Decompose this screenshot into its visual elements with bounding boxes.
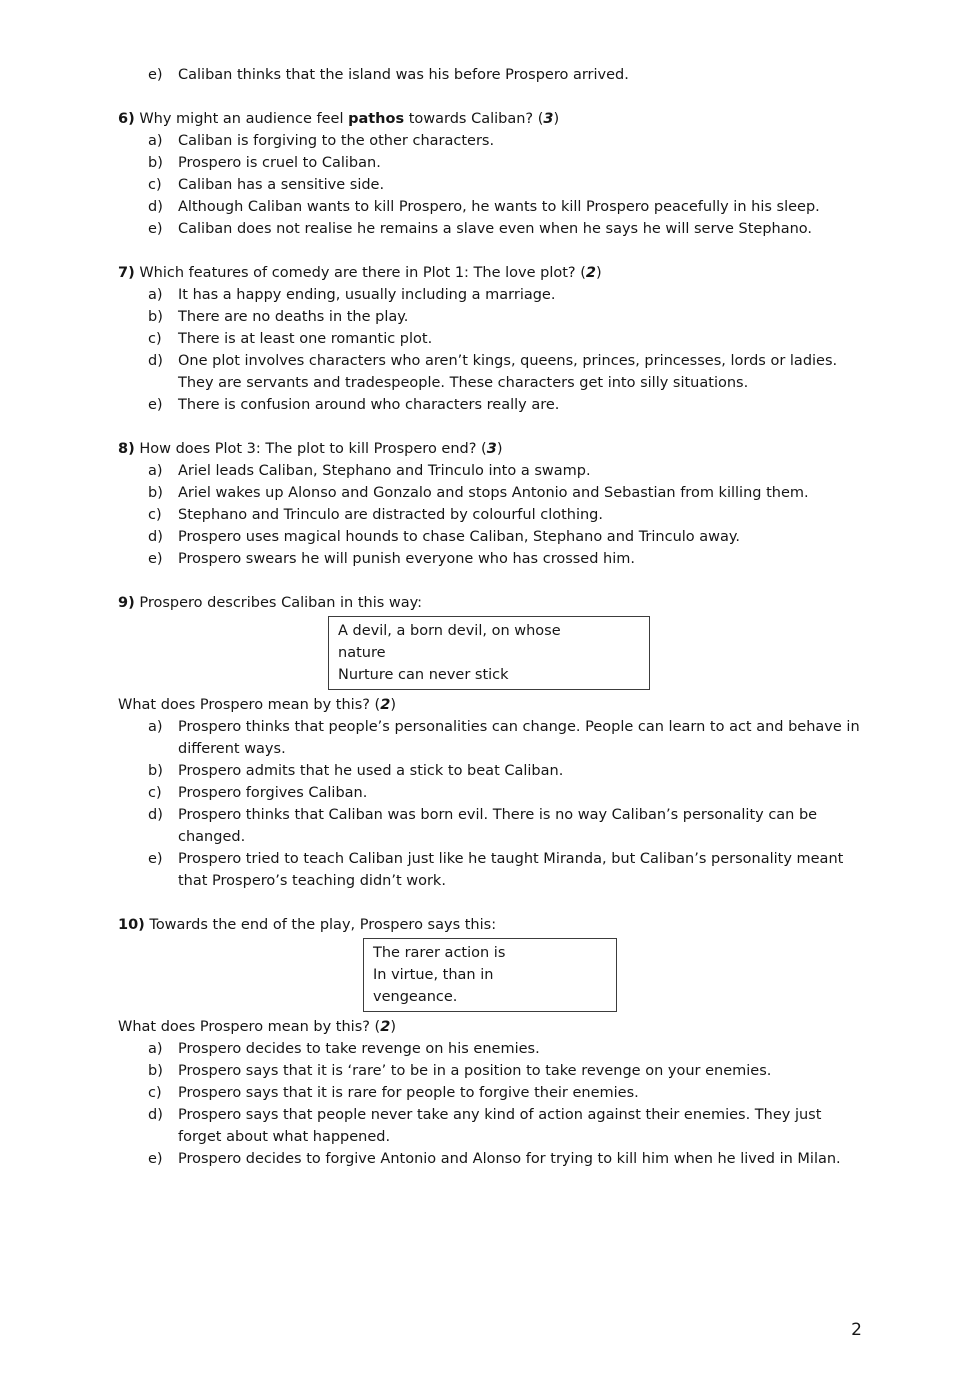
option-text: Caliban has a sensitive side. [178, 177, 385, 193]
option-text: Prospero uses magical hounds to chase Caliban, Stephano and Trinculo away. [178, 529, 741, 545]
option-text: Caliban is forgiving to the other characters. [178, 133, 495, 149]
option-row [148, 760, 863, 782]
option-letter: d) [148, 1107, 163, 1123]
question-text-segment: towards Caliban? ( [404, 111, 544, 127]
option-text: Caliban thinks that the island was his before Prospero arrived. [178, 67, 629, 83]
option-text: There are no deaths in the play. [178, 309, 409, 325]
option-row [148, 152, 863, 174]
option-letter: a) [148, 133, 163, 149]
subquestion-text-segment: What does Prospero mean by this? ( [118, 697, 381, 713]
option-text: Prospero says that it is rare for people to forgive their enemies. [178, 1085, 639, 1101]
question-title [118, 438, 863, 460]
option-letter: a) [148, 1041, 163, 1057]
option-text: Although Caliban wants to kill Prospero, he wants to kill Prospero peacefully in his sleep. [178, 199, 820, 215]
option-row [148, 482, 863, 504]
option-text: Ariel leads Caliban, Stephano and Trinculo into a swamp. [178, 463, 591, 479]
question-text-segment: pathos [348, 111, 405, 127]
option-row [148, 1038, 863, 1060]
option-row [148, 130, 863, 152]
option-row [148, 196, 863, 218]
question-text-segment: 3 [486, 441, 497, 457]
option-text: Prospero decides to forgive Antonio and Alonso for trying to kill him when he lived in Milan. [178, 1151, 841, 1167]
options-list [148, 460, 863, 570]
question-number: 6) [118, 111, 135, 127]
question-text-segment: Why might an audience feel [139, 111, 349, 127]
option-letter: c) [148, 507, 162, 523]
option-letter: e) [148, 397, 163, 413]
option-row [148, 1082, 863, 1104]
quote-line: A devil, a born devil, on whose [338, 623, 561, 639]
question-title [118, 108, 863, 130]
option-letter: a) [148, 719, 163, 735]
document-content [118, 64, 863, 1170]
subquestion-title [118, 1016, 863, 1038]
option-text: Prospero forgives Caliban. [178, 785, 368, 801]
quote-line: Nurture can never stick [338, 667, 509, 683]
option-letter: d) [148, 199, 163, 215]
options-list [148, 130, 863, 240]
subquestion-text-segment: 2 [380, 697, 391, 713]
option-row [148, 218, 863, 240]
question-text-segment: Prospero describes Caliban in this way: [139, 595, 423, 611]
option-letter: e) [148, 551, 163, 567]
options-block [118, 64, 863, 86]
option-text: Prospero says that it is ‘rare’ to be in a position to take revenge on your enemies. [178, 1063, 772, 1079]
option-row [148, 328, 863, 350]
option-letter: c) [148, 177, 162, 193]
option-letter: d) [148, 807, 163, 823]
subquestion-text-segment: ) [390, 697, 396, 713]
question-text-segment: 3 [543, 111, 554, 127]
option-row [148, 526, 863, 548]
question-block [118, 108, 863, 240]
option-row [148, 174, 863, 196]
subquestion-text-segment: ) [390, 1019, 396, 1035]
option-text: One plot involves characters who aren’t kings, queens, princes, princesses, lords or ladies. They are servants and tradespeople. These characters get into silly situations. [178, 353, 838, 391]
question-block [118, 592, 863, 892]
option-letter: b) [148, 1063, 163, 1079]
question-title [118, 592, 863, 614]
subquestion-text-segment: What does Prospero mean by this? ( [118, 1019, 381, 1035]
option-letter: e) [148, 851, 163, 867]
option-letter: e) [148, 67, 163, 83]
option-letter: c) [148, 1085, 162, 1101]
option-row [148, 548, 863, 570]
question-number: 9) [118, 595, 135, 611]
option-row [148, 1148, 863, 1170]
quote-line: vengeance. [373, 989, 458, 1005]
option-letter: a) [148, 463, 163, 479]
option-letter: c) [148, 331, 162, 347]
options-list [148, 1038, 863, 1170]
option-text: Stephano and Trinculo are distracted by colourful clothing. [178, 507, 603, 523]
quote-line: The rarer action is [373, 945, 506, 961]
options-list [148, 716, 863, 892]
subquestion-title [118, 694, 863, 716]
question-title [118, 262, 863, 284]
option-letter: b) [148, 309, 163, 325]
option-row [148, 1104, 863, 1148]
option-row [148, 394, 863, 416]
option-row [148, 848, 863, 892]
option-text: Prospero thinks that Caliban was born evil. There is no way Caliban’s personality can be changed. [178, 807, 818, 845]
option-text: Prospero swears he will punish everyone who has crossed him. [178, 551, 635, 567]
option-row [148, 64, 863, 86]
question-text-segment: 2 [585, 265, 596, 281]
question-block [118, 438, 863, 570]
option-letter: b) [148, 763, 163, 779]
option-text: Prospero admits that he used a stick to beat Caliban. [178, 763, 564, 779]
question-block [118, 914, 863, 1170]
option-text: Ariel wakes up Alonso and Gonzalo and stops Antonio and Sebastian from killing them. [178, 485, 809, 501]
option-text: There is confusion around who characters really are. [178, 397, 560, 413]
option-row [148, 504, 863, 526]
option-text: Prospero tried to teach Caliban just like he taught Miranda, but Caliban’s personality meant that Prospero’s teaching didn’t work. [178, 851, 844, 889]
question-text-segment: ) [553, 111, 560, 127]
option-row [148, 350, 863, 394]
option-letter: c) [148, 785, 162, 801]
option-row [148, 1060, 863, 1082]
question-number: 10) [118, 917, 145, 933]
question-text-segment: Which features of comedy are there in Plot 1: The love plot? ( [139, 265, 586, 281]
option-letter: e) [148, 1151, 163, 1167]
quote-box [328, 616, 650, 690]
question-text-segment: Towards the end of the play, Prospero says this: [149, 917, 497, 933]
quote-line: In virtue, than in [373, 967, 494, 983]
option-letter: a) [148, 287, 163, 303]
question-text-segment: ) [496, 441, 503, 457]
quote-line: nature [338, 645, 386, 661]
option-row [148, 306, 863, 328]
option-letter: d) [148, 353, 163, 369]
option-row [148, 284, 863, 306]
option-text: Caliban does not realise he remains a slave even when he says he will serve Stephano. [178, 221, 813, 237]
subquestion-text-segment: 2 [380, 1019, 391, 1035]
option-text: Prospero thinks that people’s personalities can change. People can learn to act and behave in different ways. [178, 719, 860, 757]
option-letter: e) [148, 221, 163, 237]
question-text-segment: ) [595, 265, 602, 281]
option-row [148, 460, 863, 482]
option-row [148, 716, 863, 760]
page-number: 2 [851, 1320, 862, 1340]
quote-box [363, 938, 617, 1012]
option-text: It has a happy ending, usually including a marriage. [178, 287, 556, 303]
question-number: 8) [118, 441, 135, 457]
option-row [148, 782, 863, 804]
question-title [118, 914, 863, 936]
option-letter: d) [148, 529, 163, 545]
option-text: Prospero says that people never take any kind of action against their enemies. They just forget about what happened. [178, 1107, 822, 1145]
option-text: There is at least one romantic plot. [178, 331, 433, 347]
option-letter: b) [148, 485, 163, 501]
option-letter: b) [148, 155, 163, 171]
option-text: Prospero decides to take revenge on his enemies. [178, 1041, 540, 1057]
options-list [148, 284, 863, 416]
option-text: Prospero is cruel to Caliban. [178, 155, 381, 171]
question-number: 7) [118, 265, 135, 281]
question-block [118, 262, 863, 416]
option-row [148, 804, 863, 848]
question-text-segment: How does Plot 3: The plot to kill Prospero end? ( [139, 441, 487, 457]
options-list [148, 64, 863, 86]
